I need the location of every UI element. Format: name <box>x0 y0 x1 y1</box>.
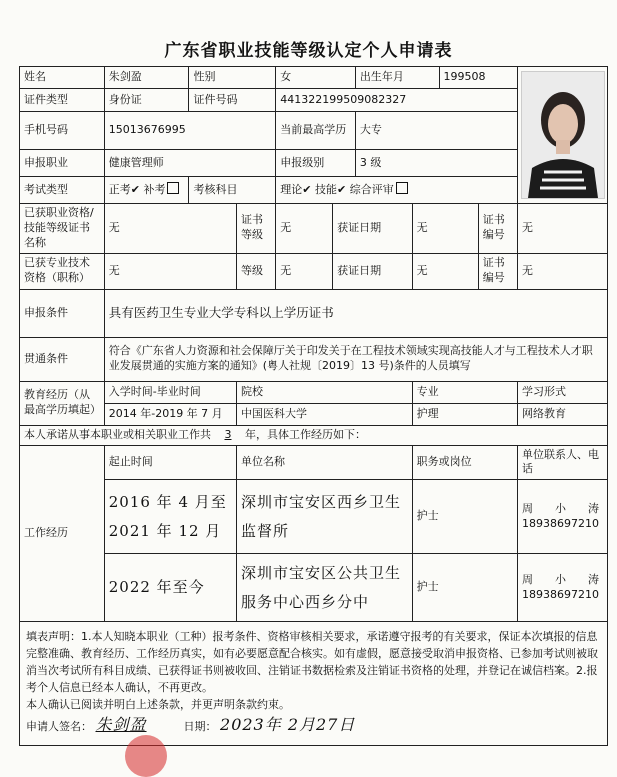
subject-skill-checked: 技能✔ <box>314 183 347 197</box>
conditions-value: 具有医药卫生专业大学专科以上学历证书 <box>104 289 607 337</box>
handwritten-signature: 朱剑盈 <box>95 715 147 735</box>
work-row <box>20 554 608 622</box>
birth-value: 199508 <box>439 67 518 89</box>
prof-title-label: 已获专业技术资格（职称） <box>20 253 105 289</box>
id-number-label: 证件号码 <box>189 89 276 111</box>
prof-level-label: 等级 <box>237 253 276 289</box>
major-label: 专业 <box>412 381 517 403</box>
signature-line <box>26 713 601 738</box>
cert-level-value: 无 <box>276 204 333 254</box>
prof-issue-date-value: 无 <box>412 253 478 289</box>
phone-value: 15013676995 <box>104 111 276 149</box>
education-label: 当前最高学历 <box>276 111 356 149</box>
work-years-pre: 本人承诺从事本职业或相关职业工作共 <box>24 427 211 441</box>
id-type-value: 身份证 <box>104 89 189 111</box>
contact-value <box>518 554 608 622</box>
contact-value <box>518 480 608 554</box>
position-value: 护士 <box>412 554 517 622</box>
exam-type-label: 考试类型 <box>20 177 105 204</box>
education-value: 大专 <box>355 111 517 149</box>
name-value: 朱剑盈 <box>104 67 189 89</box>
assess-subject-options <box>276 177 518 204</box>
pathway-label: 贯通条件 <box>20 337 105 381</box>
contact-name: 周 小 涛 <box>522 572 600 586</box>
id-type-label: 证件类型 <box>20 89 105 111</box>
signer-label: 申请人签名： <box>26 720 92 734</box>
position-value: 护士 <box>412 480 517 554</box>
school-value: 中国医科大学 <box>237 403 413 425</box>
edu-period-value: 2014 年-2019 年 7 月 <box>104 403 236 425</box>
work-period-value: 2016 年 4 月至 2021 年 12 月 <box>104 480 236 554</box>
contact-name: 周 小 涛 <box>522 501 600 515</box>
cert-number-label: 证书编号 <box>478 204 517 254</box>
gender-value: 女 <box>276 67 356 89</box>
cert-number-value: 无 <box>518 204 608 254</box>
prof-title-value: 无 <box>104 253 236 289</box>
declaration-text: 填表声明：1.本人知晓本职业（工种）报考条件、资格审核相关要求，承诺遵守报考的有关要求，保证本次填报的信息完整准确、教育经历、工作经历真实，如有必要愿意配合核实。如有虚假，愿意接受取消申报资格、已参加考试则被取消当次考试所有科目成绩、已获得证书则被收回、注销证书数据检索及注销证书资格的处理，并登记在诚信档案。2.报考个人信息已经本人确认，不再更改。 <box>26 630 598 695</box>
work-period-value: 2022 年至今 <box>104 554 236 622</box>
form-title: 广东省职业技能等级认定个人申请表 <box>164 41 453 61</box>
work-years-post: 年，具体工作经历如下： <box>245 427 366 441</box>
work-years-value: 3 <box>224 427 232 441</box>
work-years-statement <box>20 425 608 445</box>
major-value: 护理 <box>412 403 517 425</box>
edu-exp-label: 教育经历（从最高学历填起） <box>20 381 105 425</box>
exam-normal-checked: 正考✔ <box>108 183 140 197</box>
makeup-checkbox <box>167 182 179 194</box>
cert-name-label: 已获职业资格/技能等级证书名称 <box>20 204 105 254</box>
occupation-value: 健康管理师 <box>104 150 276 177</box>
employer-value: 深圳市宝安区西乡卫生监督所 <box>237 480 413 554</box>
gender-label: 性别 <box>189 67 276 89</box>
review-checkbox <box>396 182 408 194</box>
work-period-label: 起止时间 <box>104 445 236 480</box>
declaration-confirm: 本人确认已阅读并明白上述条款，并更声明条款约束。 <box>26 698 290 712</box>
level-label: 申报级别 <box>276 150 356 177</box>
level-value: 3 级 <box>355 150 517 177</box>
birth-label: 出生年月 <box>355 67 439 89</box>
cert-issue-date-label: 获证日期 <box>333 204 413 254</box>
date-label: 日期： <box>183 720 217 734</box>
red-fingerprint-stamp <box>125 735 167 777</box>
prof-level-value: 无 <box>276 253 333 289</box>
handwritten-date: 2023年 2月27日 <box>220 715 356 735</box>
declaration <box>20 622 608 746</box>
prof-cert-number-value: 无 <box>518 253 608 289</box>
contact-phone: 18938697210 <box>522 587 600 601</box>
school-label: 院校 <box>237 381 413 403</box>
position-label: 职务或岗位 <box>412 445 517 480</box>
subject-theory-checked: 理论✔ <box>280 183 312 197</box>
photo-cell <box>518 67 608 204</box>
name-label: 姓名 <box>20 67 105 89</box>
application-table <box>19 66 608 746</box>
exam-type-options <box>104 177 189 204</box>
phone-label: 手机号码 <box>20 111 105 149</box>
applicant-photo <box>521 71 605 199</box>
employer-label: 单位名称 <box>237 445 413 480</box>
cert-name-value: 无 <box>104 204 236 254</box>
assess-subject-label: 考核科目 <box>189 177 276 204</box>
employer-value: 深圳市宝安区公共卫生服务中心西乡分中 <box>237 554 413 622</box>
edu-period-label: 入学时间-毕业时间 <box>104 381 236 403</box>
occupation-label: 申报职业 <box>20 150 105 177</box>
contact-label: 单位联系人、电话 <box>518 445 608 480</box>
conditions-label: 申报条件 <box>20 289 105 337</box>
cert-level-label: 证书等级 <box>237 204 276 254</box>
study-form-value: 网络教育 <box>518 403 608 425</box>
subject-review-option: 综合评审 <box>349 183 394 197</box>
cert-issue-date-value: 无 <box>412 204 478 254</box>
exam-makeup-option: 补考 <box>143 183 166 197</box>
work-exp-label: 工作经历 <box>20 445 105 622</box>
prof-issue-date-label: 获证日期 <box>333 253 413 289</box>
work-row <box>20 480 608 554</box>
prof-cert-number-label: 证书编号 <box>478 253 517 289</box>
contact-phone: 18938697210 <box>522 516 600 530</box>
id-number-value: 441322199509082327 <box>276 89 518 111</box>
pathway-value: 符合《广东省人力资源和社会保障厅关于印发关于在工程技术领域实现高技能人才与工程技术人才职业发展贯通的实施方案的通知》(粤人社规〔2019〕13 号)条件的人员填写 <box>104 337 607 381</box>
study-form-label: 学习形式 <box>518 381 608 403</box>
